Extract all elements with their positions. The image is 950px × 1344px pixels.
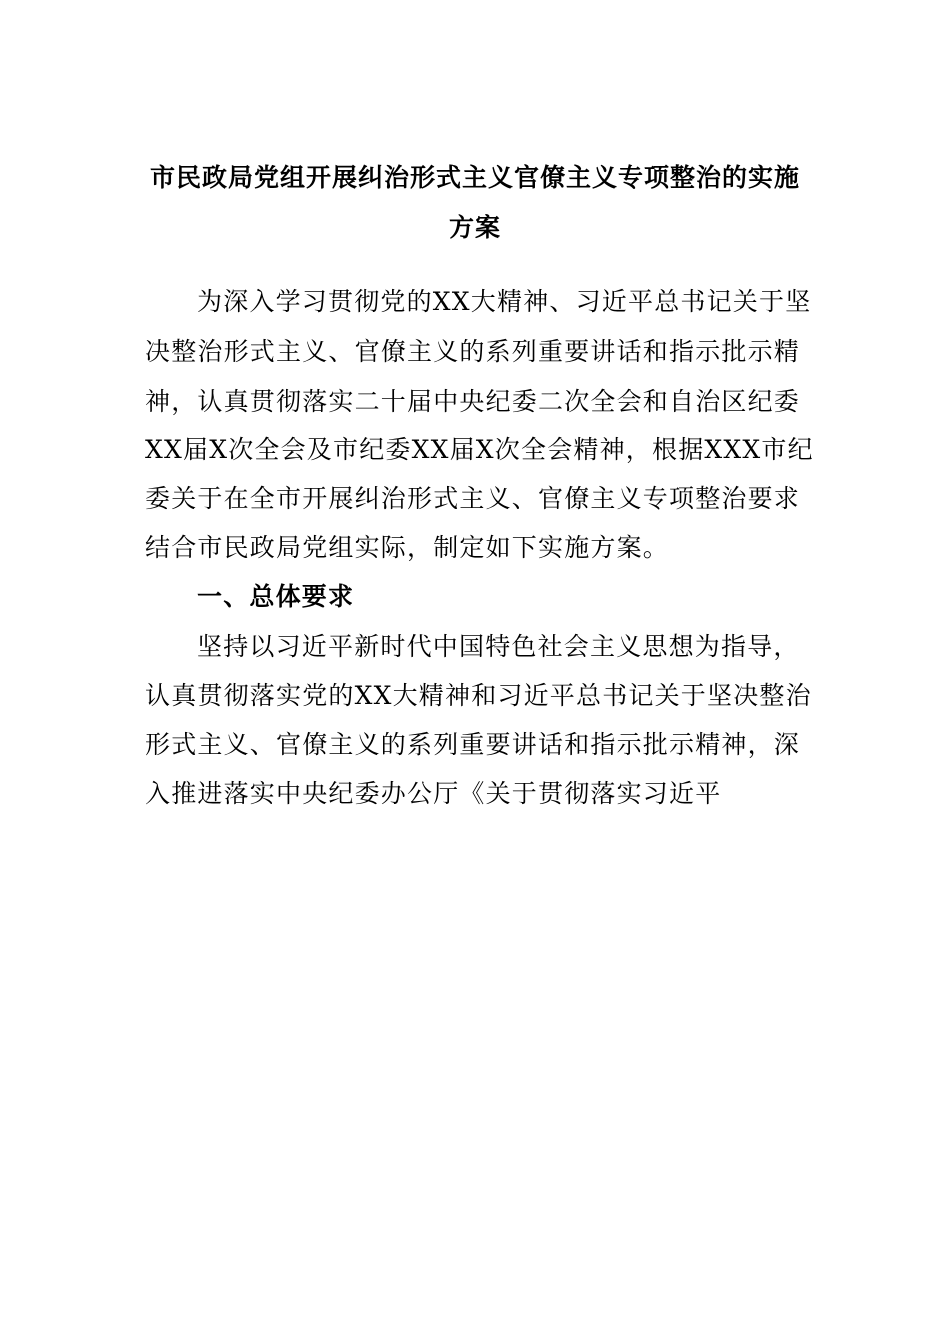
section-heading: 一、总体要求 bbox=[197, 582, 355, 611]
section-paragraph-line: 形式主义、官僚主义的系列重要讲话和指示批示精神，深 bbox=[145, 730, 801, 759]
section-paragraph-line: 认真贯彻落实党的XX大精神和习近平总书记关于坚决整治 bbox=[145, 681, 812, 710]
intro-paragraph-line: 决整治形式主义、官僚主义的系列重要讲话和指示批示精 bbox=[145, 337, 801, 366]
intro-paragraph-line: 委关于在全市开展纠治形式主义、官僚主义专项整治要求 bbox=[145, 484, 801, 513]
intro-paragraph-line: 神，认真贯彻落实二十届中央纪委二次全会和自治区纪委 bbox=[145, 387, 801, 416]
document-title-line-2: 方案 bbox=[448, 213, 501, 242]
section-paragraph-line: 坚持以习近平新时代中国特色社会主义思想为指导， bbox=[197, 632, 800, 661]
intro-paragraph-line: XX届X次全会及市纪委XX届X次全会精神，根据XXX市纪 bbox=[145, 435, 814, 464]
document-title-line-1: 市民政局党组开展纠治形式主义官僚主义专项整治的实施 bbox=[149, 163, 800, 192]
intro-paragraph-line: 结合市民政局党组实际，制定如下实施方案。 bbox=[145, 533, 670, 562]
section-paragraph-line: 入推进落实中央纪委办公厅《关于贯彻落实习近平 bbox=[145, 779, 722, 808]
intro-paragraph-line: 为深入学习贯彻党的XX大精神、习近平总书记关于坚 bbox=[197, 287, 812, 316]
